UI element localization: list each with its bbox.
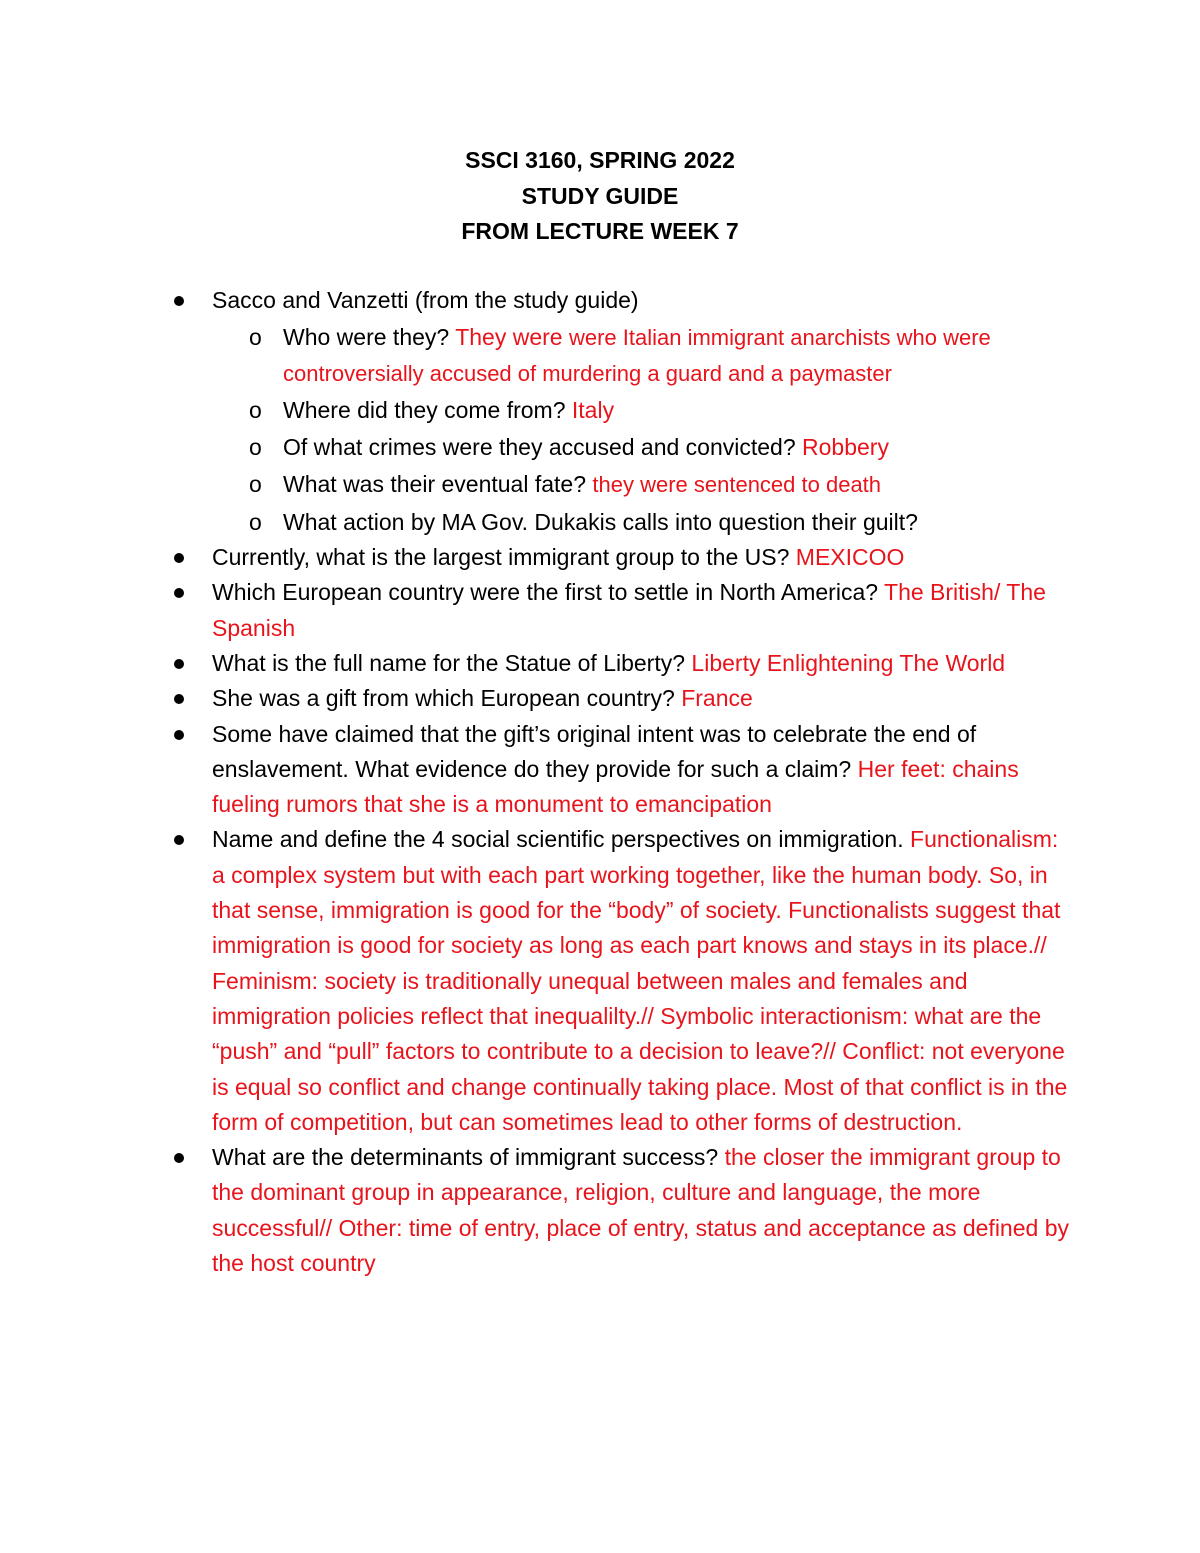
answer-text: Liberty Enlightening The World (691, 649, 1006, 676)
question-text: Currently, what is the largest immigrant group to the US? (212, 544, 790, 571)
question-text: Of what crimes were they accused and convicted? (283, 434, 796, 461)
list-item (172, 283, 1072, 318)
bullet-icon (174, 694, 184, 704)
answer-text: Robbery (802, 434, 889, 461)
bullet-icon (174, 835, 184, 845)
list-item (172, 822, 1072, 1140)
sub-bullet-icon: o (249, 471, 262, 498)
answer-text: the closer the immigrant group to the dominant group in appearance, religion, culture and language, the more successful// Other: time of entry, place of entry, status and acceptance as defined by the host country (212, 1144, 1069, 1277)
list-item (172, 646, 1072, 681)
sub-list-item (172, 430, 1072, 465)
document-title (0, 143, 1200, 250)
list-item (172, 681, 1072, 716)
lecture-title: FROM LECTURE WEEK 7 (461, 218, 739, 244)
answer-text: Functionalism: a complex system but with each part working together, like the human body. So, in that sense, immigration is good for the “body” of society. Functionalists suggest that immigration is good for society as long as each part knows and stays in its place.// Feminism: society is traditionally unequal between males and females and immigration policies reflect that inequalilty.// Symbolic interactionism: what are the “push” and “pull” factors to contribute to a decision to leave?// Conflict: not everyone is equal so conflict and change continually taking place. Most of that conflict is in the form of competition, but can sometimes lead to other forms of destruction. (212, 826, 1068, 1135)
course-title: SSCI 3160, SPRING 2022 (465, 147, 735, 173)
answer-text: were Italian immigrant anarchists who were controversially accused of murdering a guard and a paymaster (283, 325, 991, 386)
answer-text: MEXICOO (795, 544, 905, 571)
question-text: Which European country were the first to settle in North America? (212, 579, 879, 606)
question-text: Who were they? (283, 324, 450, 351)
question-list (172, 283, 1072, 1281)
bullet-icon (174, 659, 184, 669)
question-text: What action by MA Gov. Dukakis calls into question their guilt? (283, 508, 918, 535)
sub-bullet-icon: o (249, 396, 262, 423)
answer-text: Her feet: chains fueling rumors that she is a monument to emancipation (212, 755, 1019, 818)
question-text: Where did they come from? (283, 396, 566, 423)
sub-bullet-icon: o (249, 324, 262, 351)
list-item (172, 540, 1072, 575)
sub-list-item (172, 505, 1072, 540)
question-text: Name and define the 4 social scientific perspectives on immigration. (212, 826, 904, 853)
sub-list-item (172, 467, 1072, 502)
list-item (172, 1140, 1072, 1281)
answer-text: Italy (571, 396, 615, 423)
sub-bullet-icon: o (249, 508, 262, 535)
list-item (172, 575, 1072, 646)
question-text: What is the full name for the Statue of Liberty? (212, 649, 686, 676)
answer-text: They were (455, 324, 563, 351)
question-text: What are the determinants of immigrant success? (212, 1144, 719, 1171)
list-item (172, 717, 1072, 823)
bullet-icon (174, 296, 184, 306)
bullet-icon (174, 730, 184, 740)
bullet-icon (174, 588, 184, 598)
sub-list-item (172, 393, 1072, 428)
sub-bullet-icon: o (249, 434, 262, 461)
bullet-icon (174, 1153, 184, 1163)
sub-list-item (172, 320, 1072, 391)
answer-text: they were sentenced to death (592, 472, 882, 498)
question-text: What was their eventual fate? (283, 471, 586, 498)
question-text: Some have claimed that the gift’s original intent was to celebrate the end of enslavement. What evidence do they provide for such a claim? (212, 720, 977, 782)
guide-title: STUDY GUIDE (521, 182, 679, 209)
answer-text: France (681, 685, 753, 712)
answer-text: The British/ The Spanish (212, 579, 1046, 641)
question-text: Sacco and Vanzetti (from the study guide) (212, 287, 639, 313)
question-text: She was a gift from which European country? (212, 685, 675, 712)
bullet-icon (174, 553, 184, 563)
